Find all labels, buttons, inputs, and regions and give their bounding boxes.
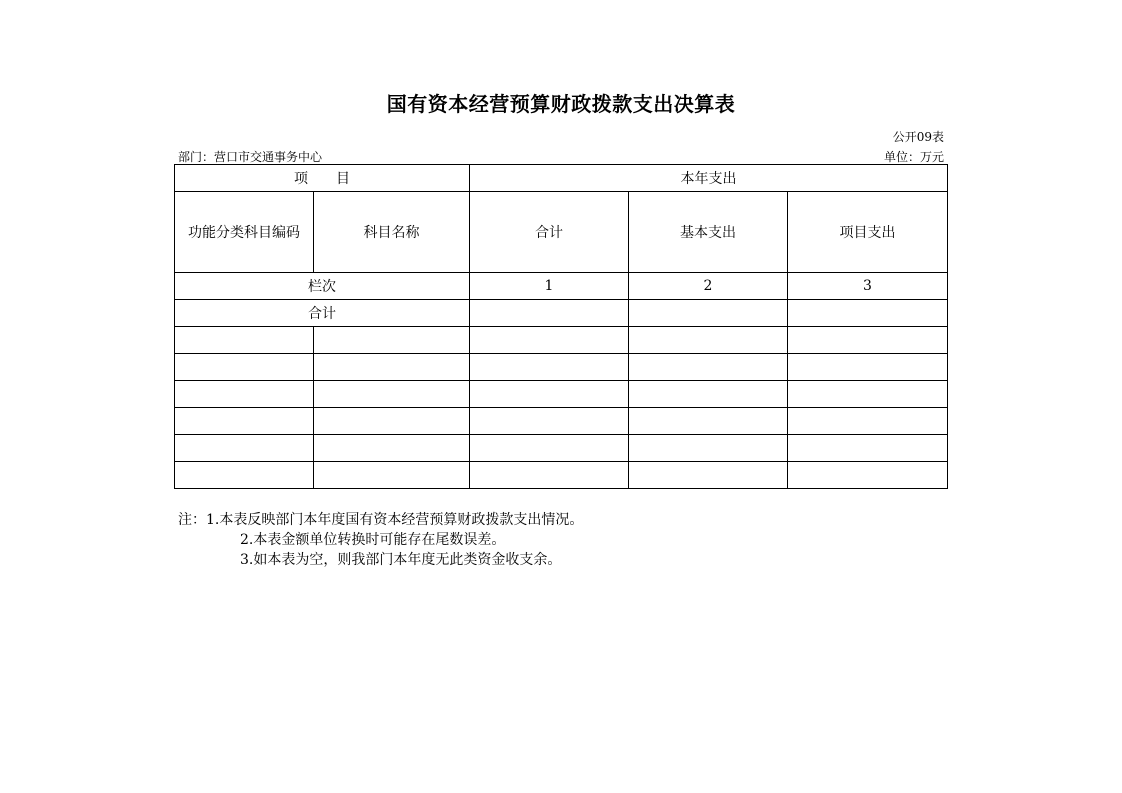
page-title: 国有资本经营预算财政拨款支出决算表 xyxy=(386,92,736,116)
table-cell xyxy=(175,462,314,489)
total-label: 合计 xyxy=(175,300,470,327)
total-row xyxy=(175,300,948,327)
table-cell xyxy=(788,462,948,489)
table-cell xyxy=(175,354,314,381)
index-label: 栏次 xyxy=(175,273,470,300)
table-cell xyxy=(629,435,788,462)
note-line-2: 2.本表金额单位转换时可能存在尾数误差。 xyxy=(240,532,506,548)
col-project-header: 项目支出 xyxy=(788,192,948,273)
col-basic-header: 基本支出 xyxy=(629,192,788,273)
table-cell xyxy=(470,327,629,354)
table-row xyxy=(175,354,948,381)
table-cell xyxy=(175,327,314,354)
table-cell xyxy=(629,462,788,489)
col-total-header: 合计 xyxy=(470,192,629,273)
table-cell xyxy=(175,435,314,462)
form-number: 公开09表 xyxy=(892,130,944,144)
index-row xyxy=(175,273,948,300)
index-1: 1 xyxy=(470,273,629,300)
table-cell xyxy=(788,327,948,354)
table-cell xyxy=(470,354,629,381)
header-row-1 xyxy=(175,165,948,192)
table-cell xyxy=(788,354,948,381)
note-line-1: 注：1.本表反映部门本年度国有资本经营预算财政拨款支出情况。 xyxy=(178,512,584,528)
notes xyxy=(178,510,583,570)
table-cell xyxy=(629,327,788,354)
table-cell xyxy=(314,435,470,462)
table-row xyxy=(175,381,948,408)
table-cell xyxy=(314,408,470,435)
total-project-cell xyxy=(788,300,948,327)
col-code-header: 功能分类科目编码 xyxy=(175,192,314,273)
expenditure-table xyxy=(174,164,948,489)
unit-label: 单位：万元 xyxy=(883,150,944,164)
table-cell xyxy=(314,462,470,489)
table-cell xyxy=(175,408,314,435)
table-cell xyxy=(629,381,788,408)
header-row-2 xyxy=(175,192,948,273)
total-cell xyxy=(470,300,629,327)
table-cell xyxy=(788,381,948,408)
table-cell xyxy=(470,435,629,462)
index-3: 3 xyxy=(788,273,948,300)
table-cell xyxy=(788,435,948,462)
table-cell xyxy=(314,354,470,381)
table-row xyxy=(175,327,948,354)
table-cell xyxy=(470,381,629,408)
table-cell xyxy=(470,462,629,489)
table-cell xyxy=(314,327,470,354)
table-cell xyxy=(314,381,470,408)
index-2: 2 xyxy=(629,273,788,300)
table-row xyxy=(175,408,948,435)
table-cell xyxy=(629,408,788,435)
total-basic-cell xyxy=(629,300,788,327)
header-item: 项 目 xyxy=(175,165,470,192)
table-row xyxy=(175,435,948,462)
table-cell xyxy=(470,408,629,435)
header-current-year: 本年支出 xyxy=(470,165,948,192)
department-label: 部门：营口市交通事务中心 xyxy=(178,150,323,164)
table-cell xyxy=(788,408,948,435)
col-name-header: 科目名称 xyxy=(314,192,470,273)
table-row xyxy=(175,462,948,489)
note-line-3: 3.如本表为空，则我部门本年度无此类资金收支余。 xyxy=(240,552,562,568)
table-cell xyxy=(629,354,788,381)
table-cell xyxy=(175,381,314,408)
